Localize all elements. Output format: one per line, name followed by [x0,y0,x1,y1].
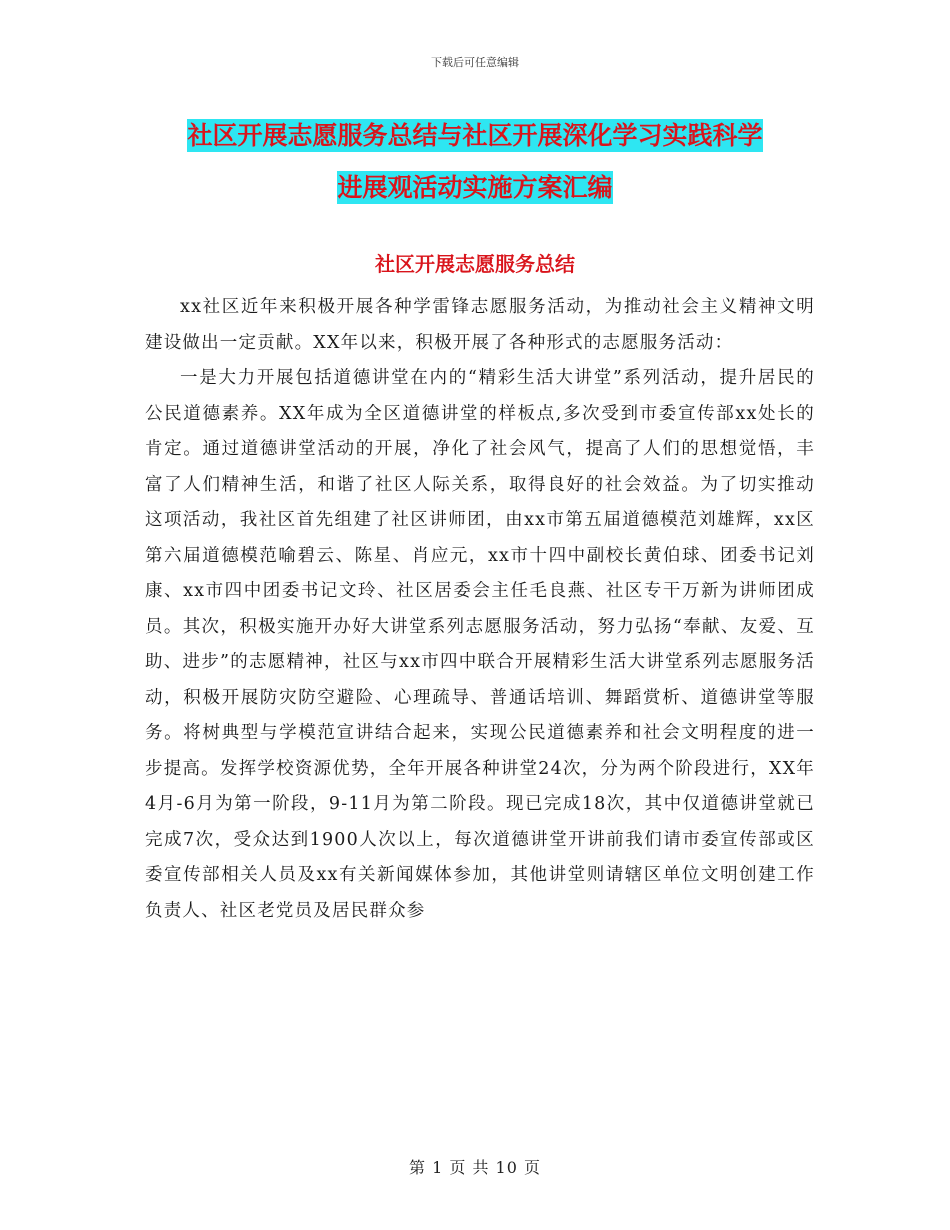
document-title-line-2: 进展观活动实施方案汇编 [337,173,613,202]
section-title: 社区开展志愿服务总结 [375,252,575,276]
paragraph: xx社区近年来积极开展各种学雷锋志愿服务活动，为推动社会主义精神文明建设做出一定贡献。XX年以来，积极开展了各种形式的志愿服务活动： [145,297,815,353]
document-title [0,110,950,214]
document-title-line-1: 社区开展志愿服务总结与社区开展深化学习实践科学 [187,121,763,150]
document-body [145,290,815,929]
paragraph: 一是大力开展包括道德讲堂在内的“精彩生活大讲堂”系列活动，提升居民的公民道德素养。XX年成为全区道德讲堂的样板点,多次受到市委宣传部xx处长的肯定。通过道德讲堂活动的开展，净化了社会风气，提高了人们的思想觉悟，丰富了人们精神生活，和谐了社区人际关系，取得良好的社会效益。为了切实推动这项活动，我社区首先组建了社区讲师团，由xx市第五届道德模范刘雄辉，xx区第六届道德模范喻碧云、陈星、肖应元，xx市十四中副校长黄伯球、团委书记刘康、xx市四中团委书记文玲、社区居委会主任毛良燕、社区专干万新为讲师团成员。其次，积极实施开办好大讲堂系列志愿服务活动，努力弘扬“奉献、友爱、互助、进步”的志愿精神，社区与xx市四中联合开展精彩生活大讲堂系列志愿服务活动，积极开展防灾防空避险、心理疏导、普通话培训、舞蹈赏析、道德讲堂等服务。将树典型与学模范宣讲结合起来，实现公民道德素养和社会文明程度的进一步提高。发挥学校资源优势，全年开展各种讲堂24次，分为两个阶段进行，XX年4月-6月为第一阶段，9-11月为第二阶段。现已完成18次，其中仅道德讲堂就已完成7次，受众达到1900人次以上，每次道德讲堂开讲前我们请市委宣传部或区委宣传部相关人员及xx有关新闻媒体参加，其他讲堂则请辖区单位文明创建工作负责人、社区老党员及居民群众参 [145,368,815,921]
header-note: 下载后可任意编辑 [431,56,519,69]
page-footer: 第 1 页 共 10 页 [409,1158,541,1177]
